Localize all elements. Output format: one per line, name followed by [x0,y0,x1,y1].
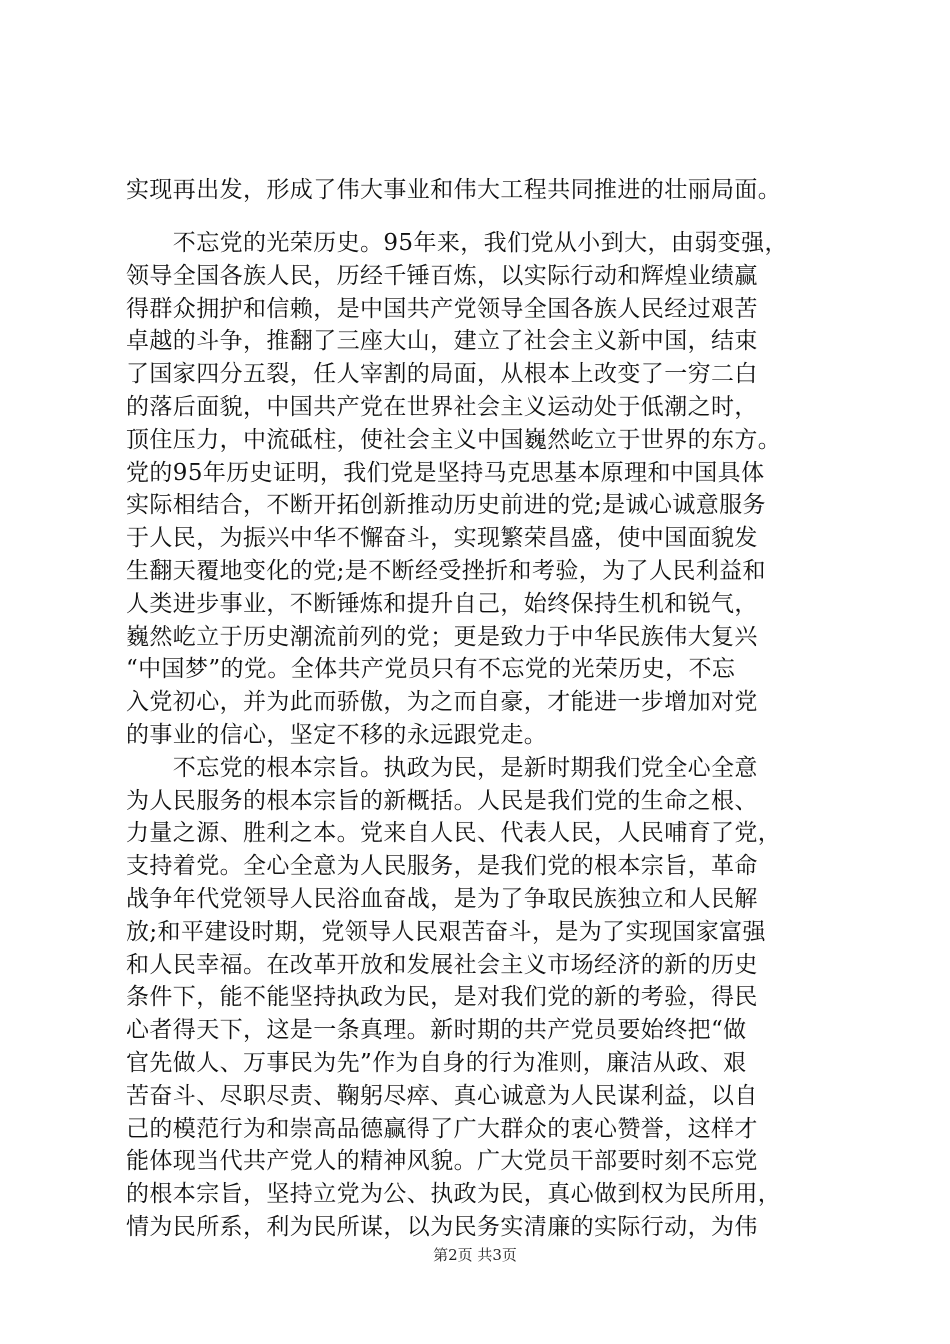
text-line: 领导全国各族人民，历经千锤百炼，以实际行动和辉煌业绩赢 [126,262,758,289]
text-line: 和人民幸福。在改革开放和发展社会主义市场经济的新的历史 [126,951,758,978]
text-line: 不忘党的根本宗旨。执政为民，是新时期我们党全心全意 [126,754,758,781]
text-line: 于人民，为振兴中华不懈奋斗，实现繁荣昌盛，使中国面貌发 [126,525,758,552]
text-line: 巍然屹立于历史潮流前列的党；更是致力于中华民族伟大复兴 [126,623,758,650]
text-line: 生翻天覆地变化的党;是不断经受挫折和考验，为了人民利益和 [126,557,766,584]
page-footer: 第2页 共3页 [433,1246,517,1264]
text-line: 为人民服务的根本宗旨的新概括。人民是我们党的生命之根、 [126,787,758,814]
text-line: 能体现当代共产党人的精神风貌。广大党员干部要时刻不忘党 [126,1148,758,1175]
text-line: 党的95年历史证明，我们党是坚持马克思基本原理和中国具体 [126,459,765,486]
text-line: 的落后面貌，中国共产党在世界社会主义运动处于低潮之时， [126,393,758,420]
text-line: 战争年代党领导人民浴血奋战，是为了争取民族独立和人民解 [126,885,758,912]
text-line: 得群众拥护和信赖，是中国共产党领导全国各族人民经过艰苦 [126,295,758,322]
text-line: 力量之源、胜利之本。党来自人民、代表人民，人民哺育了党， [126,820,782,847]
text-line: 支持着党。全心全意为人民服务，是我们党的根本宗旨，革命 [126,853,758,880]
text-line: 人类进步事业，不断锤炼和提升自己，始终保持生机和锐气， [126,590,758,617]
text-line: 顶住压力，中流砥柱，使社会主义中国巍然屹立于世界的东方。 [126,426,782,453]
text-line: 官先做人、万事民为先”作为自身的行为准则，廉洁从政、艰 [126,1049,747,1076]
text-line: “中国梦”的党。全体共产党员只有不忘党的光荣历史，不忘 [126,656,736,683]
text-line: 了国家四分五裂，任人宰割的局面，从根本上改变了一穷二白 [126,361,758,388]
text-line: 卓越的斗争，推翻了三座大山，建立了社会主义新中国，结束 [126,328,758,355]
text-line: 条件下，能不能坚持执政为民，是对我们党的新的考验，得民 [126,984,758,1011]
text-line: 的根本宗旨，坚持立党为公、执政为民，真心做到权为民所用， [126,1181,782,1208]
text-line: 苦奋斗、尽职尽责、鞠躬尽瘁、真心诚意为人民谋利益，以自 [126,1082,758,1109]
text-line: 实际相结合，不断开拓创新推动历史前进的党;是诚心诚意服务 [126,492,766,519]
text-line: 放;和平建设时期，党领导人民艰苦奋斗，是为了实现国家富强 [126,918,766,945]
text-line: 情为民所系，利为民所谋，以为民务实清廉的实际行动，为伟 [126,1213,758,1240]
text-line: 心者得天下，这是一条真理。新时期的共产党员要始终把“做 [126,1017,747,1044]
intro-paragraph [126,174,831,207]
text-line: 不忘党的光荣历史。95年来，我们党从小到大，由弱变强， [126,230,788,256]
text-line: 入党初心，并为此而骄傲，为之而自豪，才能进一步增加对党 [126,689,758,716]
text-line: 实现再出发，形成了伟大事业和伟大工程共同推进的壮丽局面。 [126,177,782,203]
text-line: 己的模范行为和崇高品德赢得了广大群众的衷心赞誉，这样才 [126,1115,758,1142]
body-text [126,227,831,1244]
text-line: 的事业的信心，坚定不移的永远跟党走。 [126,721,548,748]
